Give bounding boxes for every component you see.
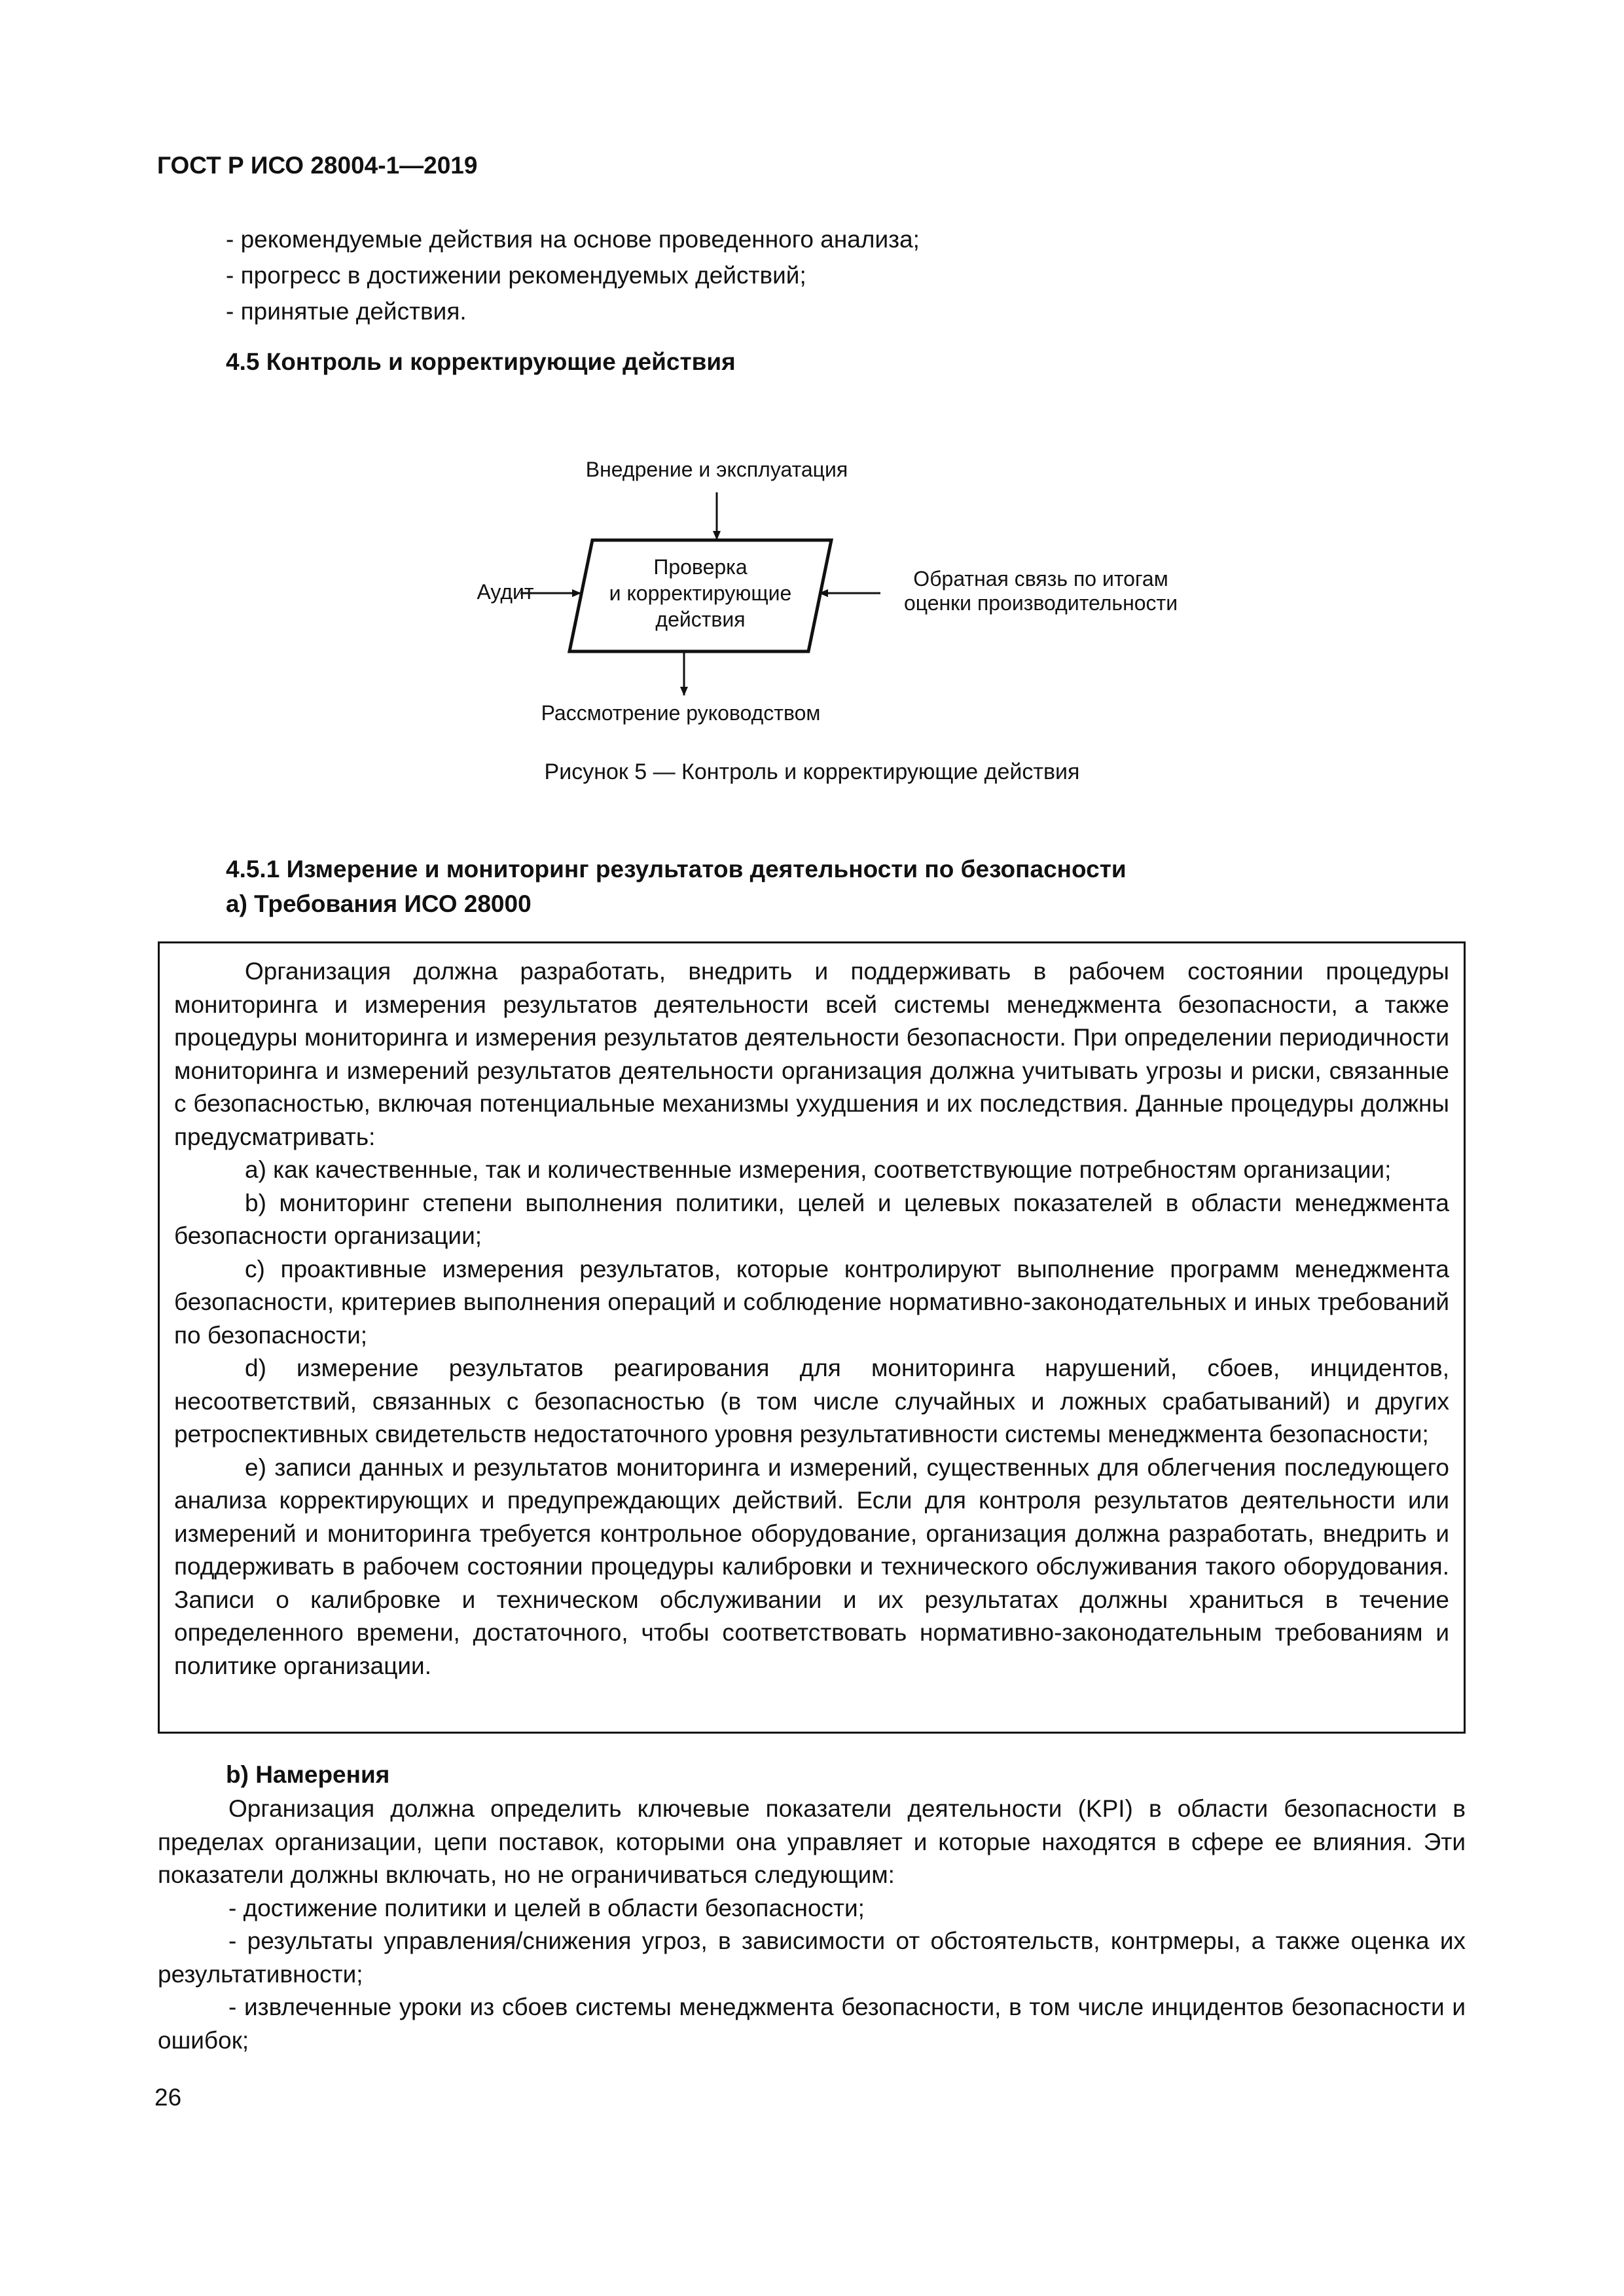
list-item: - рекомендуемые действия на основе проведенного анализа; bbox=[226, 226, 920, 253]
requirements-item-b: b) мониторинг степени выполнения политики, целей и целевых показателей в области менеджмента безопасности организации; bbox=[174, 1189, 1449, 1249]
process-line-2: и корректирующие bbox=[609, 581, 792, 605]
requirements-item-c: c) проактивные измерения результатов, которые контролируют выполнение программ менеджмента безопасности, критериев выполнения операций и соблюдение нормативно-законодательных и иных требований по безопасности; bbox=[174, 1255, 1449, 1349]
diagram-right-line-2: оценки производительности bbox=[903, 591, 1178, 615]
diagram-right-line-1: Обратная связь по итогам bbox=[913, 567, 1168, 591]
requirements-item-d: d) измерение результатов реагирования для мониторинга нарушений, сбоев, инцидентов, несоответствий, связанных с безопасностью (в том числе случайных и ложных срабатываний) и других ретроспективных свидетельств недостаточного уровня результативности системы менеджмента безопасности; bbox=[174, 1355, 1449, 1448]
intentions-paragraph: Организация должна определить ключевые показатели деятельности (KPI) в области безопасности в пределах организации, цепи поставок, которыми она управляет и которые находятся в сфере ее влияния. Эти показатели должны включать, но не ограничиваться следующим: bbox=[158, 1795, 1466, 1888]
list-item: - прогресс в достижении рекомендуемых действий; bbox=[226, 262, 806, 289]
figure-caption: Рисунок 5 — Контроль и корректирующие действия bbox=[544, 759, 1080, 784]
list-item: - результаты управления/снижения угроз, в зависимости от обстоятельств, контрмеры, а также оценка их результативности; bbox=[158, 1927, 1466, 1988]
diagram-bottom-label: Рассмотрение руководством bbox=[541, 701, 821, 725]
figure-5-diagram bbox=[393, 445, 1244, 733]
process-line-1: Проверка bbox=[653, 555, 748, 579]
diagram-top-label: Внедрение и эксплуатация bbox=[585, 458, 848, 481]
requirements-item-e: e) записи данных и результатов мониторинга и измерений, существенных для облегчения последующего анализа корректирующих и предупреждающих действий. Если для контроля результатов деятельности или измерений и мониторинга требуется контрольное оборудование, организация должна разработать, внедрить и поддерживать в рабочем состоянии процедуры калибровки и технического обслуживания такого оборудования. Записи о калибровке и техническом обслуживании и их результатах должны храниться в течение определенного времени, достаточного, чтобы соответствовать нормативно-законодательным требованиям и политике организации. bbox=[174, 1453, 1449, 1679]
list-item: - достижение политики и целей в области безопасности; bbox=[228, 1894, 865, 1922]
requirements-item-a: a) как качественные, так и количественные измерения, соответствующие потребностям организации; bbox=[245, 1156, 1392, 1183]
list-item: - извлеченные уроки из сбоев системы менеджмента безопасности, в том числе инцидентов безопасности и ошибок; bbox=[158, 1994, 1466, 2054]
intentions-text bbox=[158, 1793, 1466, 2057]
list-item: - принятые действия. bbox=[226, 298, 467, 325]
requirements-paragraph: Организация должна разработать, внедрить и поддерживать в рабочем состоянии процедуры мониторинга и измерения результатов деятельности всей системы менеджмента безопасности, а также процедуры мониторинга и измерения результатов деятельности безопасности. При определении периодичности мониторинга и измерений результатов деятельности организация должна учитывать угрозы и риски, связанные с безопасностью, включая потенциальные механизмы ухудшения и их последствия. Данные процедуры должны предусматривать: bbox=[174, 958, 1449, 1150]
subheading-intentions: b) Намерения bbox=[226, 1761, 390, 1788]
section-heading-4-5: 4.5 Контроль и корректирующие действия bbox=[226, 348, 736, 375]
top-list bbox=[226, 221, 920, 329]
process-line-3: действия bbox=[655, 608, 746, 631]
section-heading-4-5-1: 4.5.1 Измерение и мониторинг результатов деятельности по безопасности bbox=[226, 856, 1127, 883]
diagram-left-label: Аудит bbox=[477, 580, 534, 604]
requirements-box bbox=[158, 941, 1466, 1734]
subheading-requirements: а) Требования ИСО 28000 bbox=[226, 890, 532, 917]
document-header: ГОСТ Р ИСО 28004-1—2019 bbox=[157, 152, 478, 179]
page-number: 26 bbox=[154, 2084, 182, 2111]
